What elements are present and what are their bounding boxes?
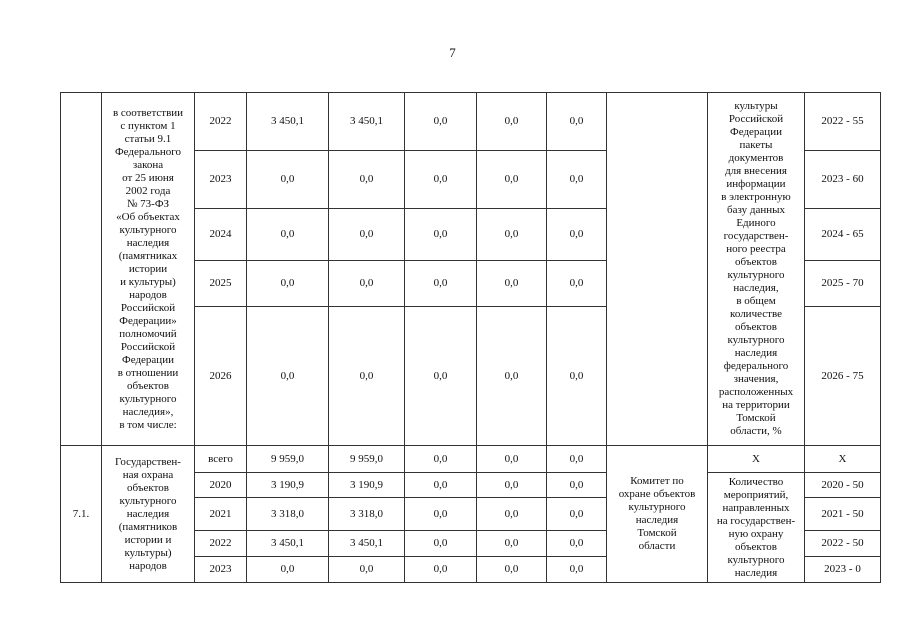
value-total: 3 450,1 (247, 531, 329, 557)
value-local: 0,0 (477, 261, 547, 307)
value-local: 0,0 (477, 473, 547, 498)
target-cell: 2022 - 50 (805, 531, 881, 557)
value-regional: 3 190,9 (329, 473, 405, 498)
value-total: 3 450,1 (247, 93, 329, 151)
value-other: 0,0 (547, 307, 607, 446)
value-local: 0,0 (477, 446, 547, 473)
value-federal: 0,0 (405, 93, 477, 151)
value-other: 0,0 (547, 209, 607, 261)
target-cell: 2023 - 0 (805, 557, 881, 583)
value-federal: 0,0 (405, 151, 477, 209)
executor-cell: Комитет по охране объектов культурного наследия Томской области (607, 446, 708, 583)
year-cell: 2022 (195, 93, 247, 151)
value-regional: 0,0 (329, 557, 405, 583)
value-total: 0,0 (247, 209, 329, 261)
year-cell: 2026 (195, 307, 247, 446)
value-federal: 0,0 (405, 531, 477, 557)
value-total: 3 190,9 (247, 473, 329, 498)
value-local: 0,0 (477, 531, 547, 557)
value-other: 0,0 (547, 446, 607, 473)
value-other: 0,0 (547, 151, 607, 209)
indicator-description: Количество мероприятий, направленных на государствен- ную охрану объектов культурного наследия (708, 473, 805, 583)
year-cell: 2022 (195, 531, 247, 557)
value-total: 3 318,0 (247, 498, 329, 531)
target-cell: 2021 - 50 (805, 498, 881, 531)
value-regional: 3 450,1 (329, 531, 405, 557)
value-regional: 3 318,0 (329, 498, 405, 531)
indicator-total-cell: Х (708, 446, 805, 473)
value-federal: 0,0 (405, 498, 477, 531)
table-row (61, 446, 881, 473)
year-cell: 2023 (195, 557, 247, 583)
value-federal: 0,0 (405, 446, 477, 473)
target-cell: 2026 - 75 (805, 307, 881, 446)
number-cell-empty (61, 93, 102, 446)
value-other: 0,0 (547, 261, 607, 307)
value-total: 0,0 (247, 151, 329, 209)
value-local: 0,0 (477, 498, 547, 531)
value-regional: 9 959,0 (329, 446, 405, 473)
value-total: 0,0 (247, 261, 329, 307)
value-regional: 0,0 (329, 307, 405, 446)
measure-number: 7.1. (61, 446, 102, 583)
value-total: 0,0 (247, 307, 329, 446)
value-other: 0,0 (547, 93, 607, 151)
page-number: 7 (449, 45, 456, 60)
target-cell: 2024 - 65 (805, 209, 881, 261)
target-cell: 2025 - 70 (805, 261, 881, 307)
value-federal: 0,0 (405, 307, 477, 446)
value-federal: 0,0 (405, 557, 477, 583)
value-federal: 0,0 (405, 261, 477, 307)
value-regional: 0,0 (329, 151, 405, 209)
executor-cell-empty (607, 93, 708, 446)
value-total: 9 959,0 (247, 446, 329, 473)
value-federal: 0,0 (405, 473, 477, 498)
year-cell: 2025 (195, 261, 247, 307)
value-local: 0,0 (477, 151, 547, 209)
value-regional: 3 450,1 (329, 93, 405, 151)
target-cell: 2023 - 60 (805, 151, 881, 209)
value-other: 0,0 (547, 498, 607, 531)
value-local: 0,0 (477, 209, 547, 261)
value-local: 0,0 (477, 307, 547, 446)
value-total: 0,0 (247, 557, 329, 583)
year-cell: 2024 (195, 209, 247, 261)
measure-description: в соответствии с пунктом 1 статьи 9.1 Федерального закона от 25 июня 2002 года № 73-ФЗ «Об объектах культурного наследия (памятниках истории и культуры) народов Российской Федерации» полномочий Российской Федерации в отношении объектов культурного наследия», в том числе: (102, 93, 195, 446)
target-total-cell: Х (805, 446, 881, 473)
year-cell: 2023 (195, 151, 247, 209)
value-local: 0,0 (477, 93, 547, 151)
target-cell: 2020 - 50 (805, 473, 881, 498)
value-other: 0,0 (547, 473, 607, 498)
value-local: 0,0 (477, 557, 547, 583)
measure-description: Государствен- ная охрана объектов культурного наследия (памятников истории и культуры) народов (102, 446, 195, 583)
value-federal: 0,0 (405, 209, 477, 261)
year-cell: 2021 (195, 498, 247, 531)
table-row (61, 93, 881, 151)
year-cell: всего (195, 446, 247, 473)
value-regional: 0,0 (329, 209, 405, 261)
value-regional: 0,0 (329, 261, 405, 307)
year-cell: 2020 (195, 473, 247, 498)
value-other: 0,0 (547, 531, 607, 557)
program-table (60, 92, 881, 583)
value-other: 0,0 (547, 557, 607, 583)
target-cell: 2022 - 55 (805, 93, 881, 151)
indicator-description: культуры Российской Федерации пакеты документов для внесения информации в электронную базу данных Единого государствен- ного реестра объектов культурного наследия, в общем количестве объектов культурного наследия федерального значения, расположенных на территории Томской области, % (708, 93, 805, 446)
